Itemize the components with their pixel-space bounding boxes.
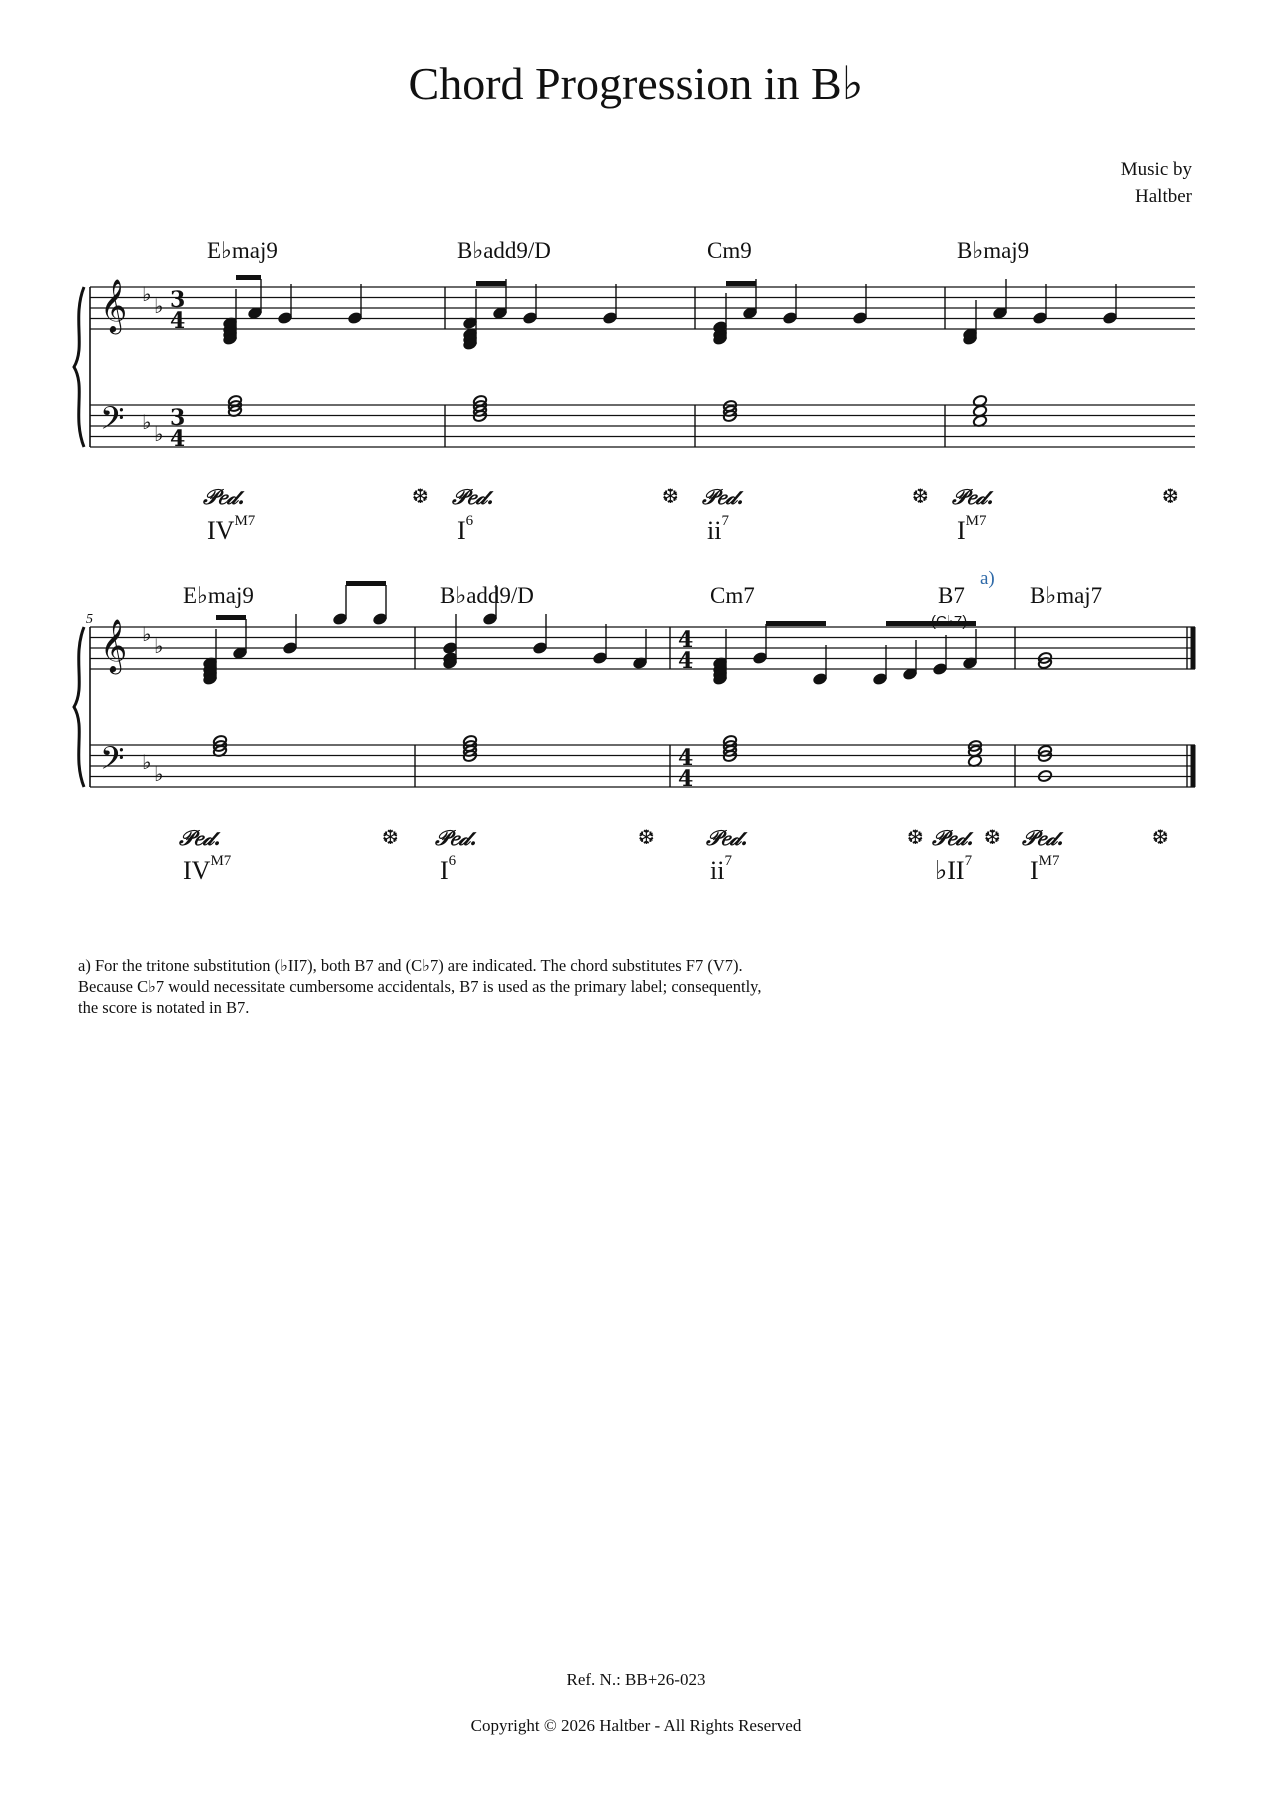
pedal-mark: 𝒫𝑒𝒹. <box>452 484 494 509</box>
flat-icon: ♭ <box>142 410 152 434</box>
time-signature: 4 <box>170 308 186 334</box>
roman-numeral: $I^6$ <box>440 853 457 885</box>
brace <box>74 287 84 447</box>
time-signature: 3 <box>170 405 186 431</box>
treble-clef-icon: 𝄞 <box>100 278 128 332</box>
flat-icon: ♭ <box>154 634 164 658</box>
roman-numeral: $ii^7$ <box>707 513 729 545</box>
time-signature: 4 <box>170 426 186 452</box>
pedal-mark: 𝒫𝑒𝒹. <box>435 825 477 850</box>
footnote-line: Because C♭7 would necessitate cumbersome accidentals, B7 is used as the primary label; consequently, <box>78 977 762 996</box>
brace <box>74 627 84 787</box>
beam <box>346 581 386 586</box>
composer-label: Music by <box>1120 159 1192 180</box>
roman-numeral: $ii^7$ <box>710 853 732 885</box>
beam <box>726 281 756 286</box>
time-signature: 3 <box>170 287 186 313</box>
time-signature: 4 <box>678 627 694 653</box>
roman-numeral: $I^6$ <box>457 513 474 545</box>
footnote-line: a) For the tritone substitution (♭II7), both B7 and (C♭7) are indicated. The chord substitutes F7 (V7). <box>78 956 743 975</box>
flat-icon: ♭ <box>142 750 152 774</box>
pedal-release-icon: ❆ <box>412 484 429 508</box>
roman-numeral: $I^{M7}$ <box>957 513 987 545</box>
time-signature: 4 <box>678 766 694 792</box>
composer-name: Haltber <box>1135 186 1192 207</box>
flat-icon: ♭ <box>142 622 152 646</box>
flat-icon: ♭ <box>142 282 152 306</box>
chord-symbol: Cm9 <box>707 238 752 263</box>
time-signature: 4 <box>678 745 694 771</box>
chord-symbol: B♭maj7 <box>1030 583 1103 608</box>
page-title: Chord Progression in B♭ <box>408 58 864 109</box>
pedal-release-icon: ❆ <box>984 825 1001 849</box>
roman-numeral: $IV^{M7}$ <box>207 513 256 545</box>
chord-symbol: E♭maj9 <box>207 238 278 263</box>
flat-icon: ♭ <box>154 762 164 786</box>
pedal-mark: 𝒫𝑒𝒹. <box>179 825 221 850</box>
copyright-notice: Copyright © 2026 Haltber - All Rights Reserved <box>470 1716 802 1735</box>
chord-symbol: B♭maj9 <box>957 238 1030 263</box>
pedal-mark: 𝒫𝑒𝒹. <box>1022 825 1064 850</box>
treble-clef-icon: 𝄞 <box>100 618 128 672</box>
pedal-release-icon: ❆ <box>1152 825 1169 849</box>
flat-icon: ♭ <box>154 422 164 446</box>
measure-number: 5 <box>86 612 93 627</box>
pedal-mark: 𝒫𝑒𝒹. <box>702 484 744 509</box>
bass-clef-icon: 𝄢 <box>100 740 125 784</box>
beam <box>886 621 976 626</box>
pedal-release-icon: ❆ <box>638 825 655 849</box>
pedal-mark: 𝒫𝑒𝒹. <box>932 825 974 850</box>
beam <box>766 621 826 626</box>
pedal-release-icon: ❆ <box>382 825 399 849</box>
chord-symbol: E♭maj9 <box>183 583 254 608</box>
footnote-marker: a) <box>980 568 995 589</box>
footnote-line: the score is notated in B7. <box>78 998 250 1017</box>
bass-clef-icon: 𝄢 <box>100 400 125 444</box>
pedal-release-icon: ❆ <box>662 484 679 508</box>
chord-symbol: B♭add9/D <box>457 238 551 263</box>
pedal-release-icon: ❆ <box>912 484 929 508</box>
roman-numeral: $♭II^7$ <box>935 853 973 885</box>
chord-symbol: Cm7 <box>710 583 755 608</box>
roman-numeral: $IV^{M7}$ <box>183 853 232 885</box>
pedal-mark: 𝒫𝑒𝒹. <box>706 825 748 850</box>
roman-numeral: $I^{M7}$ <box>1030 853 1060 885</box>
flat-icon: ♭ <box>154 294 164 318</box>
beam <box>216 615 246 620</box>
reference-number: Ref. N.: BB+26-023 <box>566 1670 706 1689</box>
footnote <box>78 955 1038 1018</box>
pedal-release-icon: ❆ <box>1162 484 1179 508</box>
chord-symbol: B7 <box>938 583 965 608</box>
time-signature: 4 <box>678 648 694 674</box>
chord-symbol: B♭add9/D <box>440 583 534 608</box>
beam <box>236 275 261 280</box>
pedal-mark: 𝒫𝑒𝒹. <box>952 484 994 509</box>
pedal-mark: 𝒫𝑒𝒹. <box>203 484 245 509</box>
pedal-release-icon: ❆ <box>907 825 924 849</box>
beam <box>476 281 506 286</box>
